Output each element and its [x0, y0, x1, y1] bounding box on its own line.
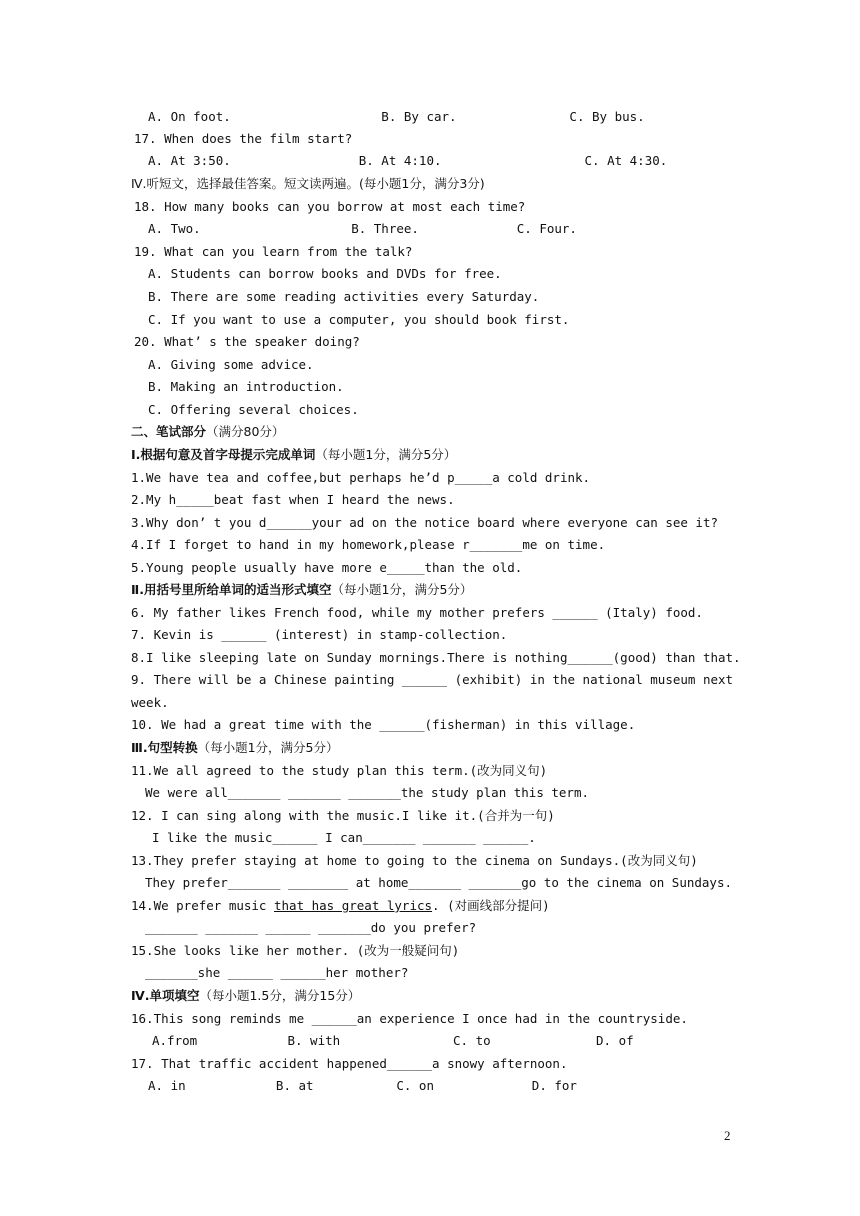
text-span: A.from B. with C. to D. of — [152, 1033, 634, 1048]
text-span: Ⅱ.用括号里所给单词的适当形式填空 — [131, 582, 332, 597]
text-span: 6. My father likes French food, while my mother prefers ______ (Italy) food. — [131, 605, 703, 620]
text-line — [131, 446, 456, 464]
text-span: 13.They prefer staying at home to going to the cinema on Sundays.(改为同义句) — [131, 853, 698, 868]
text-span: （每小题1.5分，满分15分） — [199, 988, 361, 1003]
text-span: 17. When does the film start? — [134, 131, 353, 146]
text-span: A. At 3:50. B. At 4:10. C. At 4:30. — [148, 153, 668, 168]
text-line — [145, 919, 476, 937]
text-span: that has great lyrics — [274, 898, 433, 913]
text-line — [145, 784, 589, 802]
text-line — [131, 559, 522, 577]
text-span: C. If you want to use a computer, you should book first. — [148, 312, 570, 327]
text-span: A. Giving some advice. — [148, 357, 314, 372]
text-span: 二、笔试部分 — [131, 424, 207, 439]
text-span: 1.We have tea and coffee,but perhaps he’d p_____a cold drink. — [131, 470, 591, 485]
text-line — [131, 671, 733, 689]
text-span: （每小题1分，满分5分） — [197, 740, 339, 755]
text-span: 14.We prefer music — [131, 898, 274, 913]
text-span: 5.Young people usually have more e_____than the old. — [131, 560, 523, 575]
text-line — [134, 243, 412, 261]
text-span: 19. What can you learn from the talk? — [134, 244, 413, 259]
text-line — [131, 514, 718, 532]
text-span: . (对画线部分提问) — [432, 898, 550, 913]
text-span: A. Students can borrow books and DVDs for free. — [148, 266, 502, 281]
text-line — [131, 1055, 568, 1073]
page-number: 2 — [724, 1128, 731, 1143]
text-span: 11.We all agreed to the study plan this term.(改为同义句) — [131, 763, 548, 778]
text-span: They prefer_______ ________ at home_______ _______go to the cinema on Sundays. — [145, 875, 732, 890]
text-line — [148, 265, 502, 283]
text-line — [152, 1032, 634, 1050]
text-line — [148, 378, 344, 396]
text-span: We were all_______ _______ _______the study plan this term. — [145, 785, 590, 800]
text-span: 20. What’ s the speaker doing? — [134, 334, 360, 349]
text-span: A. in B. at C. on D. for — [148, 1078, 577, 1093]
text-span: 15.She looks like her mother. (改为一般疑问句) — [131, 943, 460, 958]
text-line — [131, 491, 455, 509]
text-line — [148, 152, 667, 170]
text-span: A. On foot. B. By car. C. By bus. — [148, 109, 645, 124]
text-line — [131, 1010, 688, 1028]
text-span: B. There are some reading activities every Saturday. — [148, 289, 540, 304]
text-line — [131, 469, 590, 487]
text-span: Ⅰ.根据句意及首字母提示完成单词 — [131, 447, 316, 462]
text-line — [131, 626, 507, 644]
text-line — [148, 108, 645, 126]
text-line — [131, 649, 741, 667]
text-span: A. Two. B. Three. C. Four. — [148, 221, 577, 236]
text-span: （满分80分） — [206, 424, 285, 439]
text-line — [131, 536, 605, 554]
text-span: 9. There will be a Chinese painting ______ (exhibit) in the national museum next — [131, 672, 734, 687]
text-span: 3.Why don’ t you d______your ad on the notice board where everyone can see it? — [131, 515, 718, 530]
text-span: _______ _______ ______ _______do you prefer? — [145, 920, 477, 935]
text-span: 17. That traffic accident happened______a snowy afternoon. — [131, 1056, 568, 1071]
text-span: 2.My h_____beat fast when I heard the news. — [131, 492, 455, 507]
text-line — [131, 423, 284, 441]
text-span: Ⅳ.听短文，选择最佳答案。短文读两遍。(每小题1分，满分3分) — [131, 176, 485, 191]
text-span: Ⅳ.单项填空 — [131, 988, 200, 1003]
text-line — [145, 964, 408, 982]
text-span: _______she ______ ______her mother? — [145, 965, 409, 980]
text-span: 12. I can sing along with the music.I like it.(合并为一句) — [131, 808, 555, 823]
text-line — [131, 762, 547, 780]
text-line — [131, 581, 472, 599]
text-line — [131, 942, 459, 960]
text-line — [148, 220, 577, 238]
text-line — [152, 829, 536, 847]
text-line — [148, 288, 539, 306]
text-line — [131, 807, 555, 825]
text-line — [145, 874, 732, 892]
text-span: （每小题1分，满分5分） — [331, 582, 473, 597]
text-line — [134, 333, 360, 351]
text-span: 10. We had a great time with the ______(fisherman) in this village. — [131, 717, 636, 732]
text-line — [131, 694, 169, 712]
text-span: 7. Kevin is ______ (interest) in stamp-collection. — [131, 627, 508, 642]
text-line — [134, 130, 352, 148]
text-span: 18. How many books can you borrow at most each time? — [134, 199, 526, 214]
text-span: 8.I like sleeping late on Sunday mornings.There is nothing______(good) than that. — [131, 650, 741, 665]
text-line — [131, 897, 550, 915]
text-span: Ⅲ.句型转换 — [131, 740, 198, 755]
text-span: （每小题1分，满分5分） — [315, 447, 457, 462]
text-line — [131, 739, 338, 757]
text-line — [131, 604, 703, 622]
text-line — [134, 198, 525, 216]
text-line — [148, 1077, 577, 1095]
text-line — [148, 356, 314, 374]
text-span: C. Offering several choices. — [148, 402, 359, 417]
text-line — [148, 401, 359, 419]
text-line — [148, 311, 569, 329]
text-line — [131, 716, 635, 734]
text-span: I like the music______ I can_______ _______ ______. — [152, 830, 536, 845]
text-line — [131, 175, 485, 193]
text-span: 4.If I forget to hand in my homework,please r_______me on time. — [131, 537, 606, 552]
text-line — [131, 852, 698, 870]
text-span: week. — [131, 695, 169, 710]
text-span: B. Making an introduction. — [148, 379, 344, 394]
text-line — [131, 987, 360, 1005]
text-span: 16.This song reminds me ______an experience I once had in the countryside. — [131, 1011, 688, 1026]
